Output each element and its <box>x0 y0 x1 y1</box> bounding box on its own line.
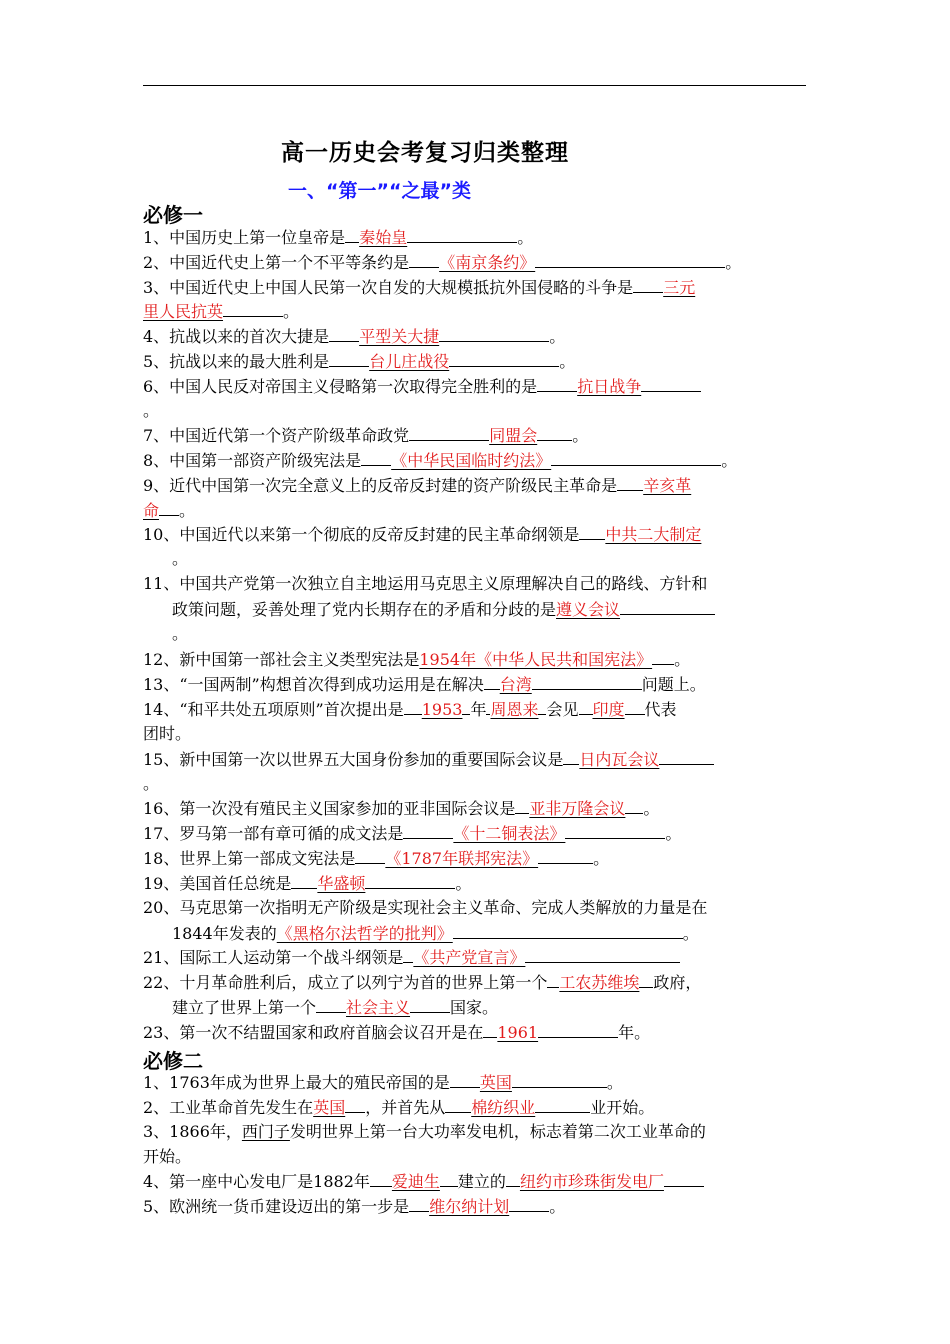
question-6-cont: 。 <box>143 401 160 420</box>
question-1: 1、中国历史上第一位皇帝是 秦始皇 。 <box>143 228 534 247</box>
question-9-cont: 命 。 <box>143 501 196 520</box>
answer-2: 《南京条约》 <box>439 253 536 272</box>
answer-3a: 三元 <box>663 278 696 297</box>
section-heading-bixiu-2: 必修二 <box>143 1049 203 1073</box>
answer-22a: 工农苏维埃 <box>559 973 640 992</box>
question-17: 17、罗马第一部有章可循的成文法是 《十二铜表法》 。 <box>143 824 682 843</box>
answer-10: 中共二大制定 <box>605 525 702 544</box>
question-3: 3、中国近代史上中国人民第一次自发的大规模抵抗外国侵略的斗争是 三元 <box>143 278 696 297</box>
answer-5: 台儿庄战役 <box>369 352 450 371</box>
question-15: 15、新中国第一次以世界五大国身份参加的重要国际会议是 日内瓦会议 <box>143 748 811 771</box>
question-10-cont: 。 <box>172 549 189 568</box>
question-8: 8、中国第一部资产阶级宪法是 《中华民国临时约法》 。 <box>143 451 738 470</box>
question-11: 11、中国共产党第一次独立自主地运用马克思主义原理解决自己的路线、方针和 <box>143 574 708 593</box>
answer-2-4b: 纽约市珍珠街发电厂 <box>519 1172 664 1191</box>
question-2-3-cont: 开始。 <box>143 1147 192 1166</box>
answer-23: 1961 <box>497 1023 539 1042</box>
question-2-2: 2、工业革命首先发生在英国 ，并首先从 棉纺织业 业开始。 <box>143 1098 655 1117</box>
answer-14-country: 印度 <box>592 700 625 719</box>
question-7: 7、中国近代第一个资产阶级革命政党 同盟会 。 <box>143 426 589 445</box>
answer-19: 华盛顿 <box>317 874 366 893</box>
answer-11: 遵义会议 <box>556 600 621 619</box>
answer-15: 日内瓦会议 <box>579 750 660 769</box>
question-9: 9、近代中国第一次完全意义上的反帝反封建的资产阶级民主革命是 辛亥革 <box>143 476 692 495</box>
question-2-4: 4、第一座中心发电厂是1882年 爱迪生 建立的 纽约市珍珠街发电厂 <box>143 1170 811 1193</box>
question-2: 2、中国近代史上第一个不平等条约是 《南京条约》 。 <box>143 253 742 272</box>
question-22: 22、十月革命胜利后，成立了以列宁为首的世界上第一个 工农苏维埃 政府， <box>143 973 702 992</box>
page-title: 高一历史会考复习归类整理 <box>281 140 569 166</box>
question-23: 23、第一次不结盟国家和政府首脑会议召开是在 1961 年。 <box>143 1023 651 1042</box>
answer-2-4a: 爱迪生 <box>391 1172 440 1191</box>
question-5: 5、抗战以来的最大胜利是 台儿庄战役 。 <box>143 352 576 371</box>
question-15-cont: 。 <box>143 774 160 793</box>
answer-16: 亚非万隆会议 <box>529 799 626 818</box>
answer-17: 《十二铜表法》 <box>453 824 566 843</box>
question-22-cont: 建立了世界上第一个 社会主义 国家。 <box>172 998 499 1017</box>
question-2-5: 5、欧洲统一货币建设迈出的第一步是 维尔纳计划 。 <box>143 1197 566 1216</box>
question-10: 10、中国近代以来第一个彻底的反帝反封建的民主革命纲领是 中共二大制定 <box>143 525 702 544</box>
answer-21: 《共产党宣言》 <box>413 948 526 967</box>
question-11-end: 。 <box>172 624 189 643</box>
answer-9a: 辛亥革 <box>643 476 692 495</box>
answer-1: 秦始皇 <box>359 228 408 247</box>
answer-2-2a: 英国 <box>313 1098 346 1117</box>
answer-8: 《中华民国临时约法》 <box>391 451 552 470</box>
question-3-cont: 里人民抗英 。 <box>143 302 300 321</box>
answer-18: 《1787年联邦宪法》 <box>385 849 539 868</box>
answer-2-5: 维尔纳计划 <box>429 1197 510 1216</box>
question-12: 12、新中国第一部社会主义类型宪法是1954年《中华人民共和国宪法》 。 <box>143 650 691 669</box>
answer-20: 《黑格尔法哲学的批判》 <box>276 924 453 943</box>
question-2-1: 1、1763年成为世界上最大的殖民帝国的是 英国 。 <box>143 1073 623 1092</box>
question-21: 21、国际工人运动第一个战斗纲领是 《共产党宣言》 <box>143 946 811 969</box>
question-16: 16、第一次没有殖民主义国家参加的亚非国际会议是 亚非万隆会议 。 <box>143 799 660 818</box>
question-18: 18、世界上第一部成文宪法是 《1787年联邦宪法》 。 <box>143 849 610 868</box>
answer-9b: 命 <box>143 501 160 520</box>
page-subtitle: 一、“第一”“之最”类 <box>288 180 471 202</box>
question-19: 19、美国首任总统是 华盛顿 。 <box>143 874 472 893</box>
question-14-cont: 团时。 <box>143 724 192 743</box>
question-4: 4、抗战以来的首次大捷是 平型关大捷 。 <box>143 327 566 346</box>
header-rule <box>143 85 806 86</box>
answer-7: 同盟会 <box>489 426 538 445</box>
answer-2-1: 英国 <box>479 1073 512 1092</box>
answer-22b: 社会主义 <box>346 998 411 1017</box>
question-2-3: 3、1866年，西门子发明世界上第一台大功率发电机，标志着第二次工业革命的 <box>143 1122 706 1141</box>
answer-12: 1954年《中华人民共和国宪法》 <box>419 650 653 669</box>
question-13: 13、“一国两制”构想首次得到成功运用是在解决 台湾 问题上。 <box>143 675 706 694</box>
answer-2-2b: 棉纺织业 <box>471 1098 536 1117</box>
section-heading-bixiu-1: 必修一 <box>143 203 203 227</box>
answer-14-person: 周恩来 <box>490 700 539 719</box>
question-20-cont: 1844年发表的《黑格尔法哲学的批判》 。 <box>172 924 699 943</box>
underlined-name: 西门子 <box>241 1122 290 1141</box>
question-20: 20、马克思第一次指明无产阶级是实现社会主义革命、完成人类解放的力量是在 <box>143 898 708 917</box>
question-11-cont: 政策问题，妥善处理了党内长期存在的矛盾和分歧的是遵义会议 <box>172 598 840 621</box>
answer-14-year: 1953 <box>421 700 463 719</box>
question-14: 14、“和平共处五项原则”首次提出是 1953 年 周恩来 会见 印度 代表 <box>143 700 677 719</box>
answer-13: 台湾 <box>499 675 532 694</box>
question-6: 6、中国人民反对帝国主义侵略第一次取得完全胜利的是 抗日战争 <box>143 375 811 398</box>
answer-3b: 里人民抗英 <box>143 302 224 321</box>
answer-6: 抗日战争 <box>577 377 642 396</box>
answer-4: 平型关大捷 <box>359 327 440 346</box>
